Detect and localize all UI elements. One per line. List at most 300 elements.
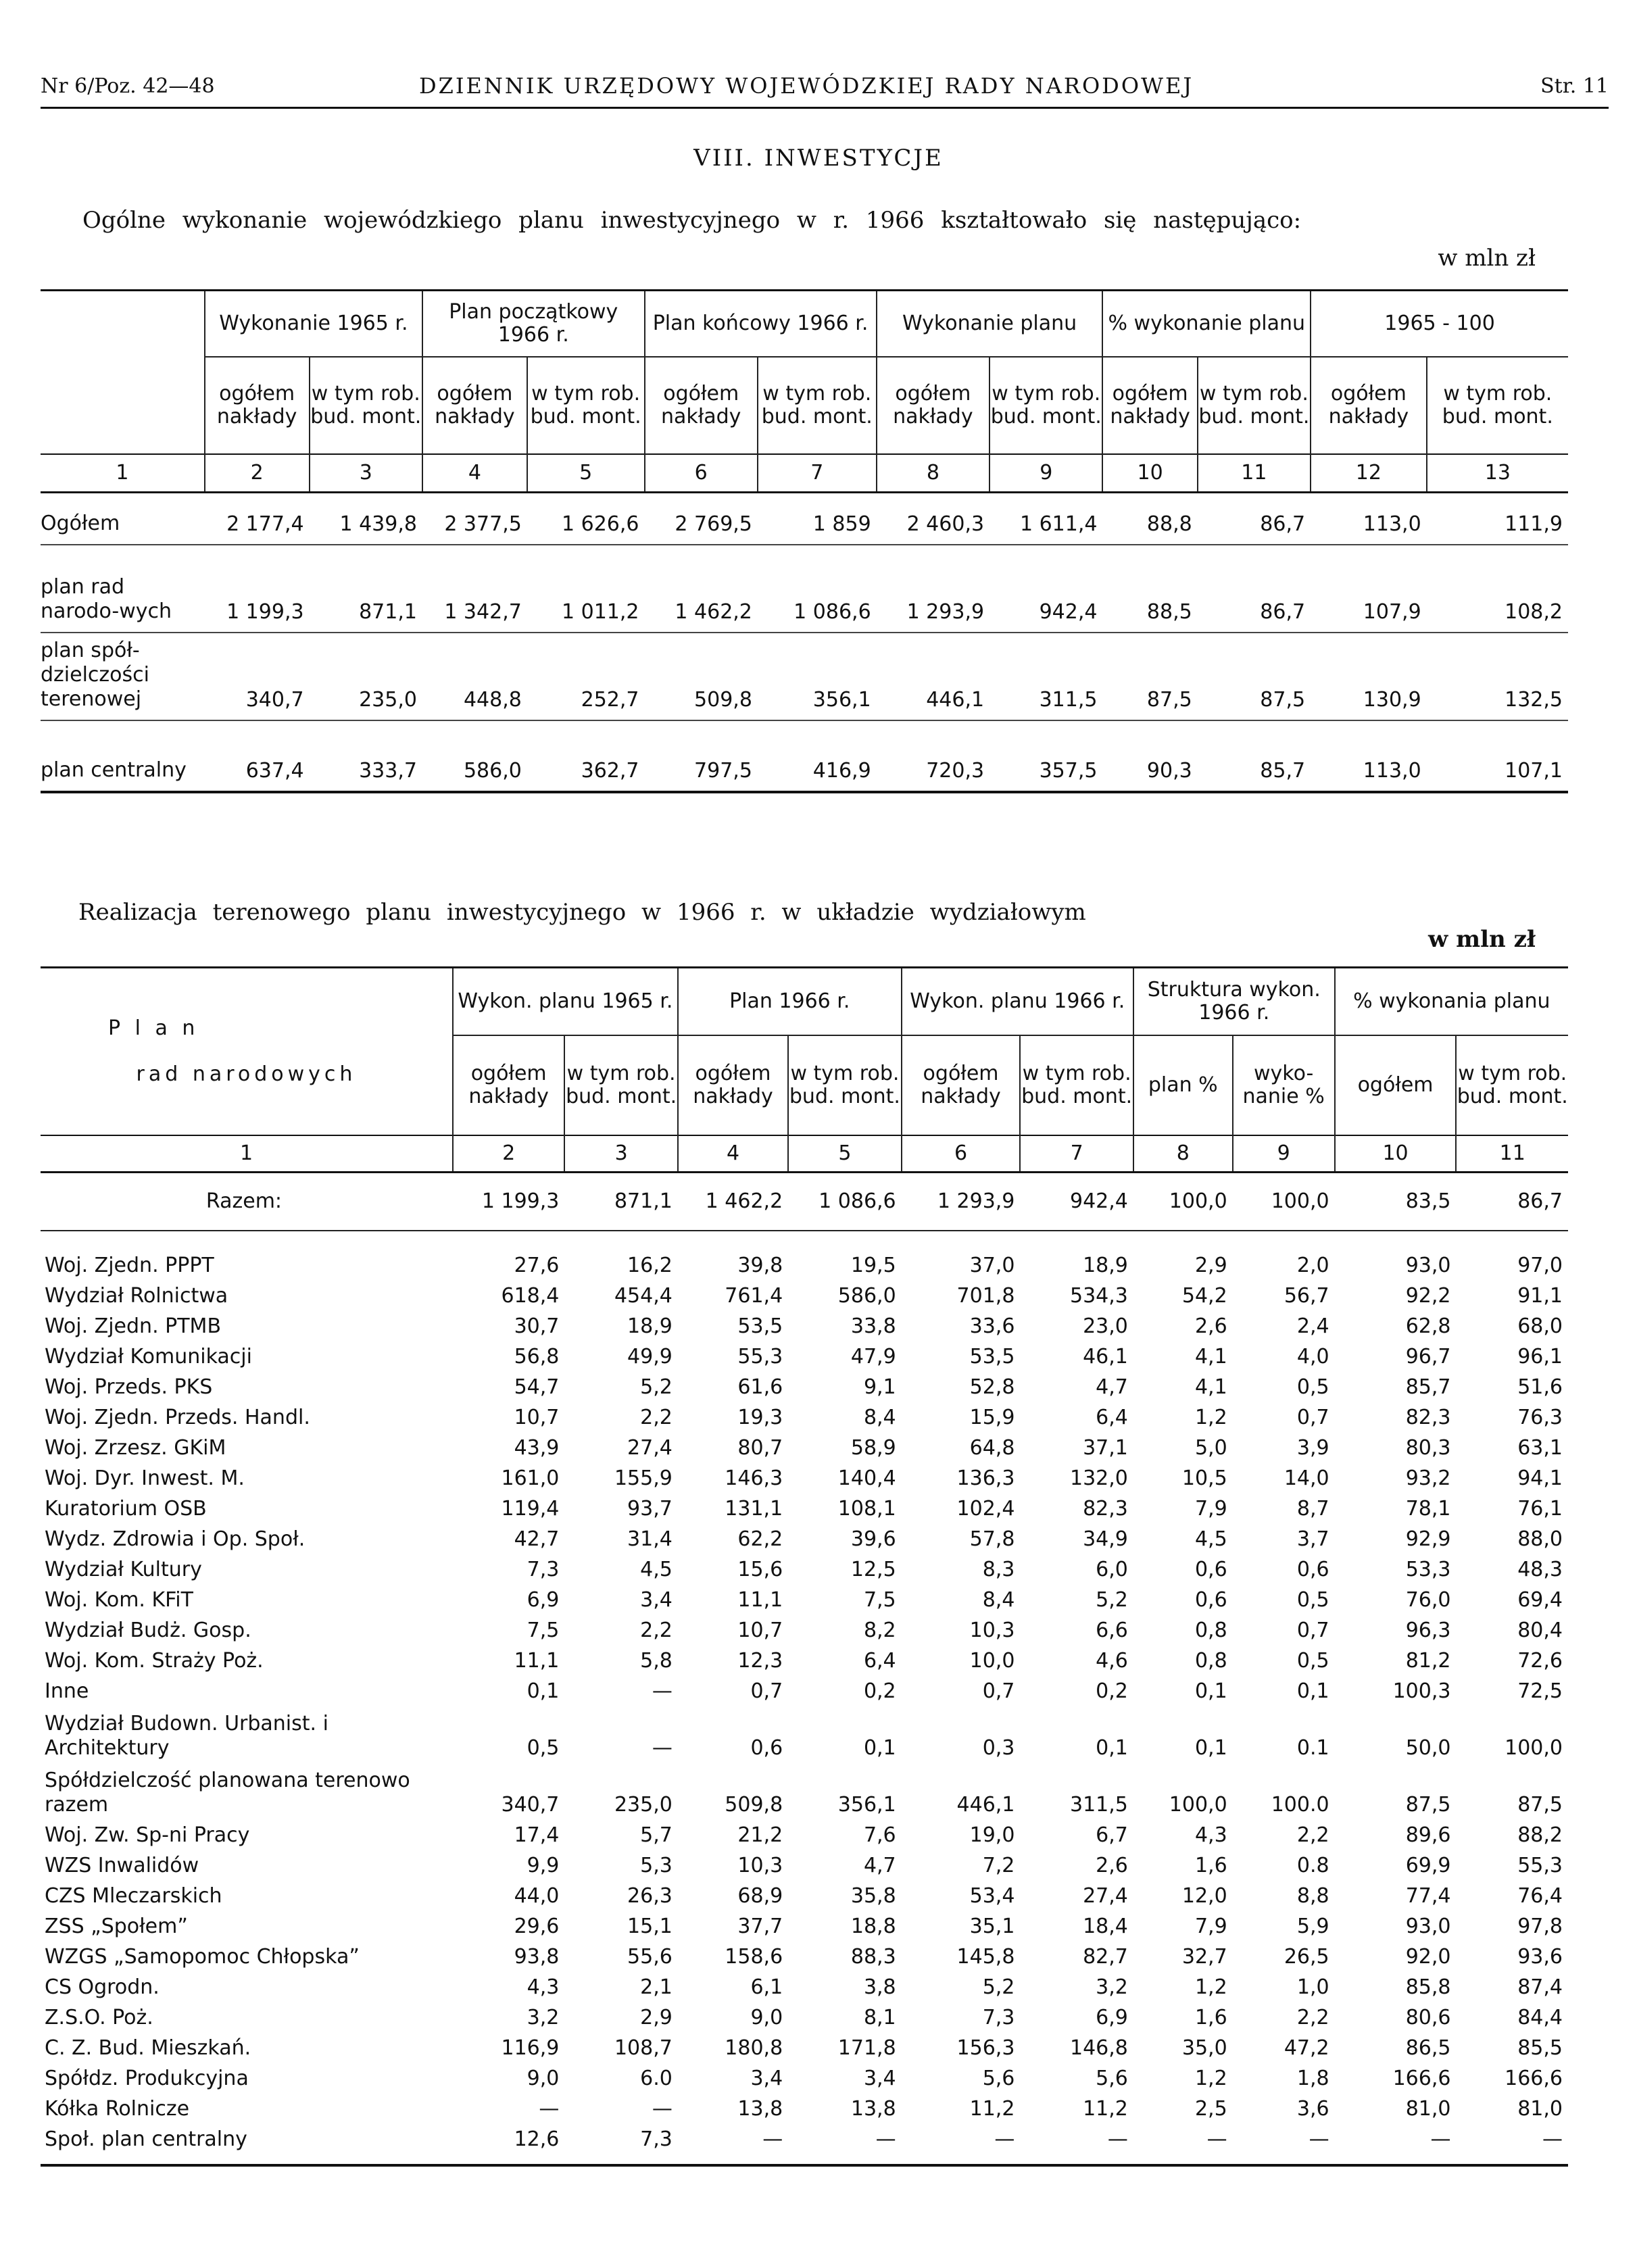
cell: 93,7 [627,1496,673,1521]
cell: 2 769,5 [675,512,752,536]
cell: 88,0 [1517,1527,1563,1551]
cell: 0,7 [982,1679,1015,1703]
cell: 54,2 [1181,1283,1227,1308]
cell: 0,8 [1194,1648,1227,1673]
cell: 16,2 [627,1253,673,1277]
cell: 56,7 [1284,1283,1329,1308]
cell: 12,0 [1181,1883,1227,1908]
table-row [41,1585,1568,1615]
group-header: Wykonanie 1965 r. [205,291,422,357]
row-label: WZS Inwalidów [45,1853,199,1877]
cell: 87,5 [1146,688,1192,712]
column-number: 3 [310,454,422,493]
cell: 8,8 [1296,1883,1329,1908]
row-label: Woj. Zjedn. Przeds. Handl. [45,1405,310,1429]
cell: 0,7 [1296,1618,1329,1642]
cell: 166,6 [1392,2066,1451,2090]
cell: 63,1 [1517,1435,1563,1460]
cell: 146,8 [1069,2036,1128,2060]
cell: 2,0 [1296,1253,1329,1277]
table-row [41,1402,1568,1433]
cell: 89,6 [1405,1823,1451,1847]
cell: 720,3 [926,759,985,783]
sub-header: ogółem nakłady [678,1035,788,1135]
cell: 1 462,2 [678,1172,788,1231]
cell: 37,7 [737,1914,783,1938]
cell: 12,5 [850,1557,896,1581]
cell: — [652,1735,673,1760]
sub-header: w tym rob. bud. mont. [788,1035,901,1135]
table-row [41,1763,1568,1820]
cell: 0,1 [1194,1735,1227,1760]
cell: 534,3 [1069,1283,1128,1308]
cell: 871,1 [359,600,417,624]
cell: 47,9 [850,1344,896,1369]
column-number: 8 [877,454,989,493]
sub-header: w tym rob. bud. mont. [1198,357,1311,454]
row-label: Kuratorium OSB [45,1496,207,1521]
cell: 86,7 [1260,600,1306,624]
cell: 8,4 [863,1405,896,1429]
cell: 5,0 [1194,1435,1227,1460]
group-header: Wykon. planu 1965 r. [453,968,678,1035]
cell: 88,3 [850,1944,896,1969]
intro-sentence: Ogólne wykonanie wojewódzkiego planu inwestycyjnego w r. 1966 kształtowało się następująco: [82,207,1302,234]
cell: 3,4 [750,2066,783,2090]
cell: 11,1 [514,1648,560,1673]
cell: 6.0 [640,2066,673,2090]
table-row [41,1911,1568,1942]
row-label: Wydział Komunikacji [45,1344,252,1369]
cell: 0,7 [1296,1405,1329,1429]
column-number: 2 [453,1135,564,1173]
cell: 362,7 [581,759,639,783]
cell: 82,3 [1405,1405,1451,1429]
cell: 7,3 [982,2005,1015,2029]
cell: 85,8 [1405,1975,1451,1999]
cell: 0.1 [1296,1735,1329,1760]
cell: 701,8 [956,1283,1015,1308]
departmental-investment-table [41,966,1568,2167]
cell: 3,2 [527,2005,560,2029]
sub-header: ogółem nakłady [422,357,527,454]
cell: 132,5 [1505,688,1563,712]
cell: 3,8 [863,1975,896,1999]
cell: 10,3 [969,1618,1015,1642]
table-row [41,1341,1568,1372]
column-number: 6 [902,1135,1021,1173]
cell: 100,3 [1392,1679,1451,1703]
cell: 4,1 [1194,1344,1227,1369]
table-row [41,1554,1568,1585]
column-number: 5 [527,454,645,493]
row-label: Inne [45,1679,89,1703]
cell: 252,7 [581,688,639,712]
cell: 17,4 [514,1823,560,1847]
cell: 64,8 [969,1435,1015,1460]
cell: 30,7 [514,1314,560,1338]
cell: 33,6 [969,1314,1015,1338]
cell: 119,4 [501,1496,560,1521]
cell: 6,9 [527,1587,560,1612]
cell: 235,0 [614,1792,673,1817]
investment-summary-table [41,289,1568,793]
cell: 5,6 [982,2066,1015,2090]
cell: 96,3 [1405,1618,1451,1642]
cell: 5,8 [640,1648,673,1673]
cell: 0,2 [863,1679,896,1703]
cell: 93,2 [1405,1466,1451,1490]
cell: 871,1 [564,1172,677,1231]
sub-header: ogółem nakłady [877,357,989,454]
cell: 1 439,8 [339,512,417,536]
page-number: Str. 11 [1540,74,1609,98]
cell: 100.0 [1271,1792,1329,1817]
cell: 4,1 [1194,1375,1227,1399]
cell: 942,4 [1039,600,1098,624]
cell: 1,6 [1194,1853,1227,1877]
cell: 1,2 [1194,1975,1227,1999]
table-row [41,1676,1568,1706]
column-number: 11 [1456,1135,1568,1173]
cell: 53,5 [737,1314,783,1338]
table-row [41,1463,1568,1494]
cell: 57,8 [969,1527,1015,1551]
cell: 140,4 [837,1466,896,1490]
cell: 136,3 [956,1466,1015,1490]
cell: 76,3 [1517,1405,1563,1429]
table-row [41,720,1568,792]
cell: 62,8 [1405,1314,1451,1338]
cell: 93,6 [1517,1944,1563,1969]
cell: 100,0 [1233,1172,1335,1231]
sub-header: w tym rob. bud. mont. [1456,1035,1568,1135]
cell: 761,4 [725,1283,783,1308]
row-label: Woj. Dyr. Inwest. M. [45,1466,245,1490]
cell: 76,0 [1405,1587,1451,1612]
cell: 130,9 [1363,688,1421,712]
cell: 96,1 [1517,1344,1563,1369]
cell: — [1542,2127,1563,2151]
cell: 18,4 [1083,1914,1128,1938]
cell: 6,9 [1096,2005,1128,2029]
table-row [41,1972,1568,2002]
cell: 85,7 [1405,1375,1451,1399]
row-label: plan spół-dzielczości terenowej [41,639,149,711]
cell: 2 460,3 [906,512,985,536]
cell: 107,9 [1363,600,1421,624]
cell: — [1206,2127,1227,2151]
cell: 92,2 [1405,1283,1451,1308]
cell: 100,0 [1505,1735,1563,1760]
row-label: ZSS „Społem” [45,1914,188,1938]
cell: 0,6 [1194,1557,1227,1581]
stub-header-line1: P l a n [108,1016,199,1040]
cell: 97,8 [1517,1914,1563,1938]
cell: 48,3 [1517,1557,1563,1581]
cell: 132,0 [1069,1466,1128,1490]
cell: 18,9 [1083,1253,1128,1277]
cell: 113,0 [1363,512,1421,536]
cell: 1 626,6 [561,512,639,536]
cell: 55,3 [737,1344,783,1369]
column-number: 9 [1233,1135,1335,1173]
cell: 1 293,9 [902,1172,1021,1231]
table2-title: Realizacja terenowego planu inwestycyjnego w 1966 r. w układzie wydziałowym [78,899,1086,926]
row-label: C. Z. Bud. Mieszkań. [45,2036,251,2060]
cell: 7,9 [1194,1914,1227,1938]
table-row [41,2094,1568,2124]
cell: 14,0 [1284,1466,1329,1490]
cell: 87,5 [1260,688,1306,712]
column-number: 7 [1020,1135,1133,1173]
row-label: Wydział Kultury [45,1557,202,1581]
sub-header: w tym rob. bud. mont. [989,357,1102,454]
row-label: Społ. plan centralny [45,2127,247,2151]
cell: 7,5 [527,1618,560,1642]
cell: — [652,2096,673,2121]
cell: 87,5 [1517,1792,1563,1817]
cell: 10,3 [737,1853,783,1877]
cell: 11,2 [1083,2096,1128,2121]
cell: 33,8 [850,1314,896,1338]
column-number: 10 [1335,1135,1457,1173]
table-row [41,1311,1568,1341]
cell: 108,1 [837,1496,896,1521]
cell: 46,1 [1083,1344,1128,1369]
cell: 2,6 [1096,1853,1128,1877]
cell: 100,0 [1169,1792,1227,1817]
sub-header: plan % [1133,1035,1233,1135]
cell: — [1430,2127,1451,2151]
sub-header: w tym rob. bud. mont. [1427,357,1568,454]
group-header: 1965 - 100 [1311,291,1568,357]
cell: 333,7 [359,759,417,783]
column-number: 4 [422,454,527,493]
cell: 35,1 [969,1914,1015,1938]
column-number: 8 [1133,1135,1233,1173]
cell: 9,0 [750,2005,783,2029]
cell: 13,8 [850,2096,896,2121]
cell: 2,2 [640,1405,673,1429]
row-label: Razem: [41,1172,453,1231]
cell: 6,4 [1096,1405,1128,1429]
row-label: CS Ogrodn. [45,1975,160,1999]
row-label: Woj. Zjedn. PTMB [45,1314,222,1338]
cell: 4,7 [1096,1375,1128,1399]
sub-header: w tym rob. bud. mont. [310,357,422,454]
cell: 2,9 [640,2005,673,2029]
group-header: % wykonanie planu [1102,291,1311,357]
cell: 2,2 [1296,1823,1329,1847]
unit-label: w mln zł [1438,245,1536,272]
cell: 56,8 [514,1344,560,1369]
cell: 11,2 [969,2096,1015,2121]
column-number: 1 [41,1135,453,1173]
cell: 81,0 [1405,2096,1451,2121]
cell: 509,8 [725,1792,783,1817]
cell: 586,0 [463,759,522,783]
row-label: Ogółem [41,512,120,535]
cell: 80,4 [1517,1618,1563,1642]
cell: 0,7 [750,1679,783,1703]
row-label: Spółdz. Produkcyjna [45,2066,249,2090]
cell: 11,1 [737,1587,783,1612]
cell: 92,0 [1405,1944,1451,1969]
cell: 62,2 [737,1527,783,1551]
cell: 34,9 [1083,1527,1128,1551]
cell: 94,1 [1517,1466,1563,1490]
cell: 82,7 [1083,1944,1128,1969]
row-label: Spółdzielczość planowana terenowo razem [45,1768,410,1817]
cell: 68,9 [737,1883,783,1908]
cell: 4,5 [640,1557,673,1581]
cell: 5,9 [1296,1914,1329,1938]
cell: 93,0 [1405,1914,1451,1938]
cell: 42,7 [514,1527,560,1551]
cell: 58,9 [850,1435,896,1460]
cell: 416,9 [812,759,871,783]
cell: 108,7 [614,2036,673,2060]
cell: 2,1 [640,1975,673,1999]
cell: 12,6 [514,2127,560,2151]
cell: 180,8 [725,2036,783,2060]
cell: 340,7 [501,1792,560,1817]
cell: 6,7 [1096,1823,1128,1847]
cell: 80,6 [1405,2005,1451,2029]
cell: 83,5 [1335,1172,1457,1231]
cell: 235,0 [359,688,417,712]
cell: 3,2 [1096,1975,1128,1999]
column-number: 12 [1311,454,1427,493]
total-row [41,1172,1568,1231]
cell: 4,7 [863,1853,896,1877]
journal-title: DZIENNIK URZĘDOWY WOJEWÓDZKIEJ RADY NARODOWEJ [419,73,1194,99]
row-label: Wydział Rolnictwa [45,1283,228,1308]
cell: 90,3 [1146,759,1192,783]
cell: 91,1 [1517,1283,1563,1308]
cell: 9,0 [527,2066,560,2090]
stub-header [41,968,453,1135]
cell: 77,4 [1405,1883,1451,1908]
cell: 61,6 [737,1375,783,1399]
cell: 86,7 [1456,1172,1568,1231]
cell: 80,3 [1405,1435,1451,1460]
cell: 2,9 [1194,1253,1227,1277]
cell: 49,9 [627,1344,673,1369]
cell: 1 859 [812,512,871,536]
sub-header: w tym rob. bud. mont. [1020,1035,1133,1135]
row-label: Woj. Kom. KFiT [45,1587,193,1612]
cell: 0,6 [750,1735,783,1760]
cell: 86,5 [1405,2036,1451,2060]
cell: 52,8 [969,1375,1015,1399]
cell: 10,7 [737,1618,783,1642]
cell: 37,1 [1083,1435,1128,1460]
row-label: Woj. Zrzesz. GKiM [45,1435,226,1460]
cell: — [994,2127,1015,2151]
cell: 53,3 [1405,1557,1451,1581]
cell: 51,6 [1517,1375,1563,1399]
cell: 0,2 [1096,1679,1128,1703]
row-label: Wydział Budż. Gosp. [45,1618,251,1642]
cell: 1,2 [1194,1405,1227,1429]
cell: 1 199,3 [226,600,304,624]
cell: 1 011,2 [561,600,639,624]
cell: 0,8 [1194,1618,1227,1642]
cell: 43,9 [514,1435,560,1460]
table-row [41,545,1568,633]
cell: 0,5 [527,1735,560,1760]
column-number: 10 [1102,454,1197,493]
cell: 18,9 [627,1314,673,1338]
cell: 4,6 [1096,1648,1128,1673]
table-row [41,492,1568,545]
table-row [41,2063,1568,2094]
cell: 4,0 [1296,1344,1329,1369]
stub-header [41,291,205,454]
cell: 158,6 [725,1944,783,1969]
cell: 6,0 [1096,1557,1128,1581]
table-row [41,1281,1568,1311]
cell: 29,6 [514,1914,560,1938]
cell: 108,2 [1505,600,1563,624]
cell: 340,7 [245,688,304,712]
cell: 4,3 [1194,1823,1227,1847]
cell: 9,1 [863,1375,896,1399]
cell: 6,4 [863,1648,896,1673]
sub-header: ogółem nakłady [1102,357,1197,454]
cell: 0,5 [1296,1375,1329,1399]
rule [41,2154,1568,2165]
cell: 84,4 [1517,2005,1563,2029]
sub-header: ogółem nakłady [205,357,310,454]
column-number: 4 [678,1135,788,1173]
cell: 10,0 [969,1648,1015,1673]
cell: 2,2 [640,1618,673,1642]
cell: 0,1 [1194,1679,1227,1703]
column-number: 3 [564,1135,677,1173]
cell: 131,1 [725,1496,783,1521]
row-label: Woj. Przeds. PKS [45,1375,213,1399]
table-row [41,2124,1568,2154]
cell: 21,2 [737,1823,783,1847]
cell: 37,0 [969,1253,1015,1277]
cell: 0,1 [1296,1679,1329,1703]
row-label: Wydz. Zdrowia i Op. Społ. [45,1527,306,1551]
group-header: Plan końcowy 1966 r. [645,291,877,357]
cell: 7,5 [863,1587,896,1612]
cell: 35,0 [1181,2036,1227,2060]
cell: 311,5 [1039,688,1098,712]
group-header: Struktura wykon. 1966 r. [1133,968,1335,1035]
cell: 87,4 [1517,1975,1563,1999]
cell: 26,3 [627,1883,673,1908]
cell: 7,9 [1194,1496,1227,1521]
cell: 448,8 [463,688,522,712]
cell: 5,6 [1096,2066,1128,2090]
header-rule [41,107,1609,109]
row-label: WZGS „Samopomoc Chłopska” [45,1944,360,1969]
section-title: VIII. INWESTYCJE [693,145,944,172]
sub-header: w tym rob. bud. mont. [564,1035,677,1135]
cell: 10,5 [1181,1466,1227,1490]
cell: 2,2 [1296,2005,1329,2029]
cell: 107,1 [1505,759,1563,783]
cell: 454,4 [614,1283,673,1308]
cell: 4,5 [1194,1527,1227,1551]
cell: — [1107,2127,1128,2151]
